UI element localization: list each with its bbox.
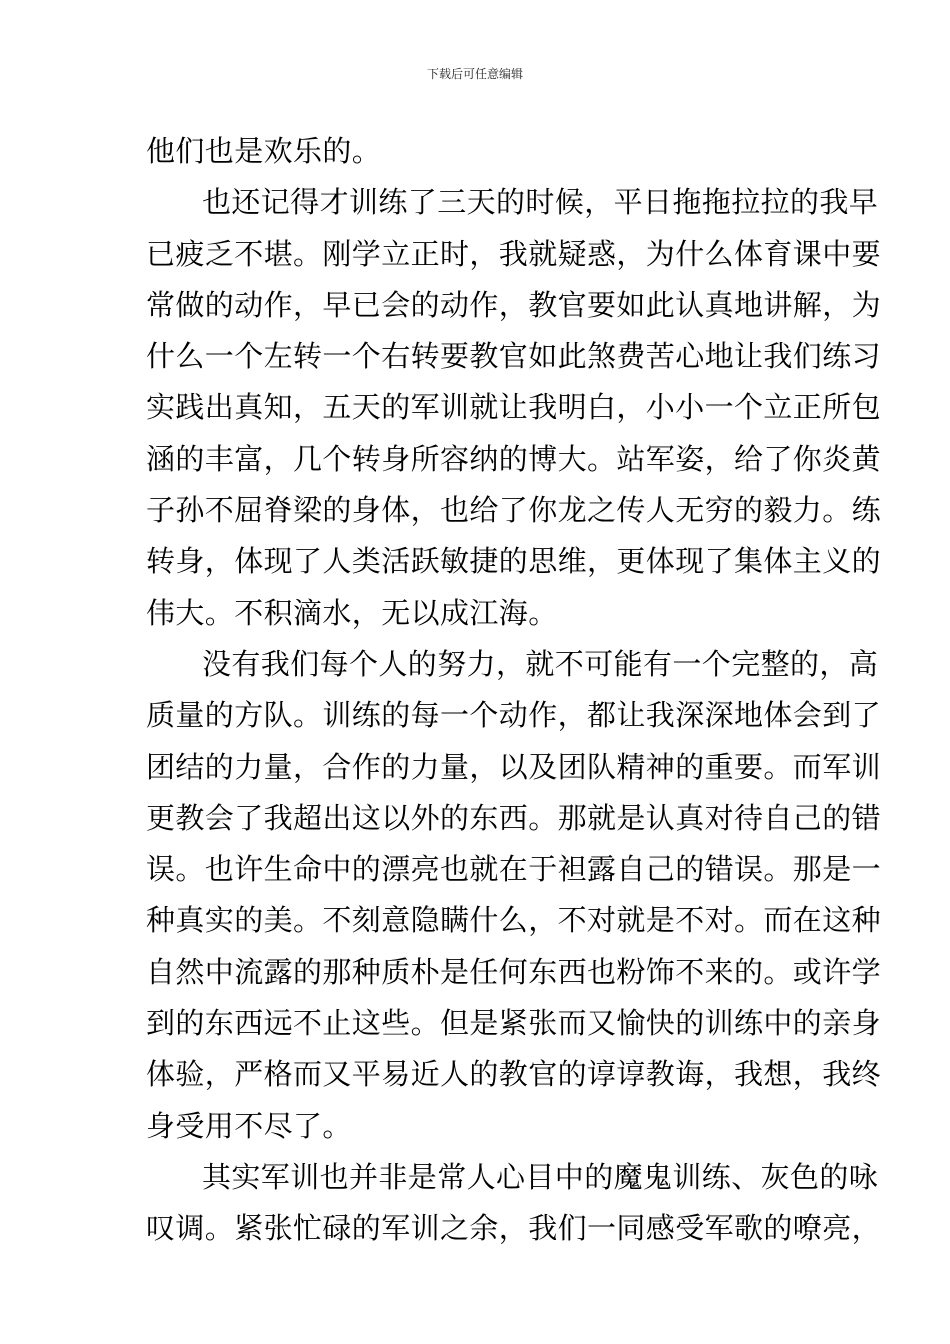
text-line: 转身，体现了人类活跃敏捷的思维，更体现了集体主义的: [146, 544, 882, 579]
text-line: 他们也是欢乐的。: [146, 134, 382, 168]
text-line: 质量的方队。训练的每一个动作，都让我深深地体会到了: [146, 698, 882, 733]
text-line: 团结的力量，合作的力量，以及团队精神的重要。而军训: [146, 749, 882, 784]
paragraph-first-line: 其实军训也并非是常人心目中的魔鬼训练、灰色的咏: [202, 1159, 879, 1194]
text-line: 体验，严格而又平易近人的教官的谆谆教诲，我想，我终: [146, 1057, 882, 1092]
text-line: 伟大。不积滴水，无以成江海。: [146, 595, 558, 630]
paragraph-first-line: 也还记得才训练了三天的时候，平日拖拖拉拉的我早: [202, 185, 879, 220]
text-line: 子孙不屈脊梁的身体，也给了你龙之传人无穷的毅力。练: [146, 493, 882, 528]
text-line: 叹调。紧张忙碌的军训之余，我们一同感受军歌的嘹亮，: [146, 1211, 882, 1246]
text-line: 自然中流露的那种质朴是任何东西也粉饰不来的。或许学: [146, 954, 882, 989]
paragraph-first-line: 没有我们每个人的努力，就不可能有一个完整的，高: [202, 646, 879, 681]
text-line: 实践出真知，五天的军训就让我明白，小小一个立正所包: [146, 390, 882, 425]
text-line: 更教会了我超出这以外的东西。那就是认真对待自己的错: [146, 800, 882, 835]
text-line: 涵的丰富，几个转身所容纳的博大。站军姿，给了你炎黄: [146, 441, 882, 476]
text-line: 误。也许生命中的漂亮也就在于袒露自己的错误。那是一: [146, 852, 882, 887]
text-line: 种真实的美。不刻意隐瞒什么，不对就是不对。而在这种: [146, 903, 882, 938]
text-line: 已疲乏不堪。刚学立正时，我就疑惑，为什么体育课中要: [146, 236, 882, 271]
text-line: 常做的动作，早已会的动作，教官要如此认真地讲解，为: [146, 287, 882, 322]
document-body: [146, 126, 882, 1255]
page-header: 下载后可任意编辑: [426, 67, 523, 81]
text-line: 到的东西远不止这些。但是紧张而又愉快的训练中的亲身: [146, 1006, 882, 1041]
text-line: 什么一个左转一个右转要教官如此煞费苦心地让我们练习: [146, 339, 882, 374]
text-line: 身受用不尽了。: [146, 1108, 352, 1143]
